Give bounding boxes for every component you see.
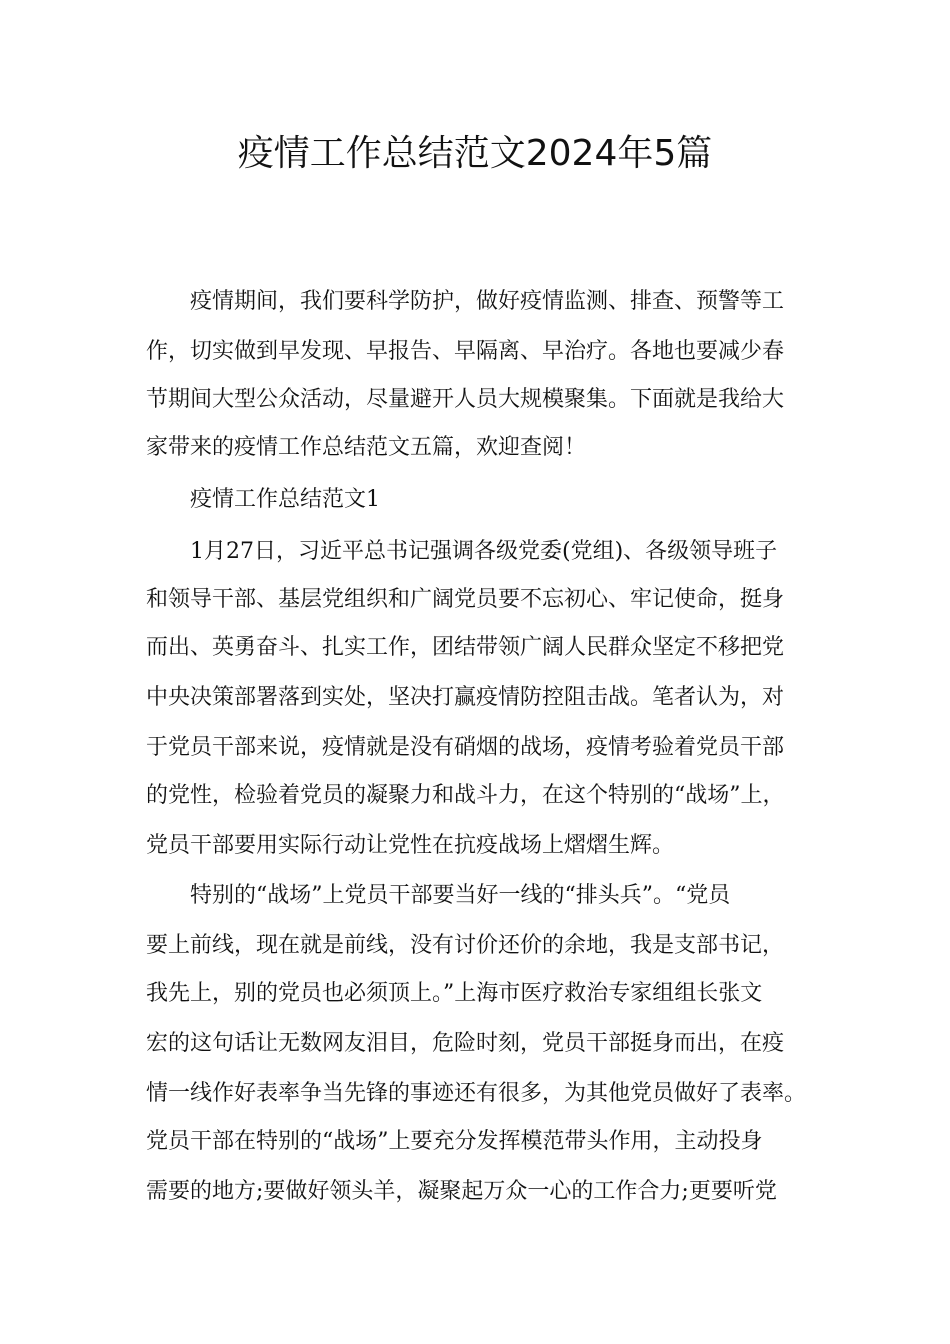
- text-line: 情一线作好表率争当先锋的事迹还有很多，为其他党员做好了表率。: [146, 1081, 807, 1106]
- text-line: 中央决策部署落到实处，坚决打赢疫情防控阻击战。笔者认为，对: [146, 685, 785, 710]
- section-heading: 疫情工作总结范文1: [190, 487, 380, 512]
- text-line: 特别的“战场”上党员干部要当好一线的“排头兵”。“党员: [190, 883, 731, 908]
- text-line: 党员干部要用实际行动让党性在抗疫战场上熠熠生辉。: [146, 833, 675, 858]
- text-line: 于党员干部来说，疫情就是没有硝烟的战场，疫情考验着党员干部: [146, 735, 785, 760]
- text-line: 我先上，别的党员也必须顶上。”上海市医疗救治专家组组长张文: [146, 981, 763, 1006]
- text-line: 家带来的疫情工作总结范文五篇，欢迎查阅！: [146, 435, 587, 460]
- text-line: 而出、英勇奋斗、扎实工作，团结带领广阔人民群众坚定不移把党: [146, 635, 785, 660]
- text-line: 要上前线，现在就是前线，没有讨价还价的余地，我是支部书记，: [146, 933, 785, 958]
- text-line: 的党性，检验着党员的凝聚力和战斗力，在这个特别的“战场”上，: [146, 783, 785, 808]
- text-line: 和领导干部、基层党组织和广阔党员要不忘初心、牢记使命，挺身: [146, 587, 785, 612]
- text-line: 作，切实做到早发现、早报告、早隔离、早治疗。各地也要减少春: [146, 339, 785, 364]
- document-title: 疫情工作总结范文2024年5篇: [237, 133, 713, 174]
- text-line: 宏的这句话让无数网友泪目，危险时刻，党员干部挺身而出，在疫: [146, 1031, 785, 1056]
- text-line: 党员干部在特别的“战场”上要充分发挥模范带头作用，主动投身: [146, 1129, 763, 1154]
- text-line: 需要的地方;要做好领头羊，凝聚起万众一心的工作合力;更要听党: [146, 1179, 777, 1204]
- text-line: 1月27日，习近平总书记强调各级党委(党组)、各级领导班子: [190, 539, 778, 564]
- text-line: 疫情期间，我们要科学防护，做好疫情监测、排查、预警等工: [190, 289, 785, 314]
- text-line: 节期间大型公众活动，尽量避开人员大规模聚集。下面就是我给大: [146, 387, 785, 412]
